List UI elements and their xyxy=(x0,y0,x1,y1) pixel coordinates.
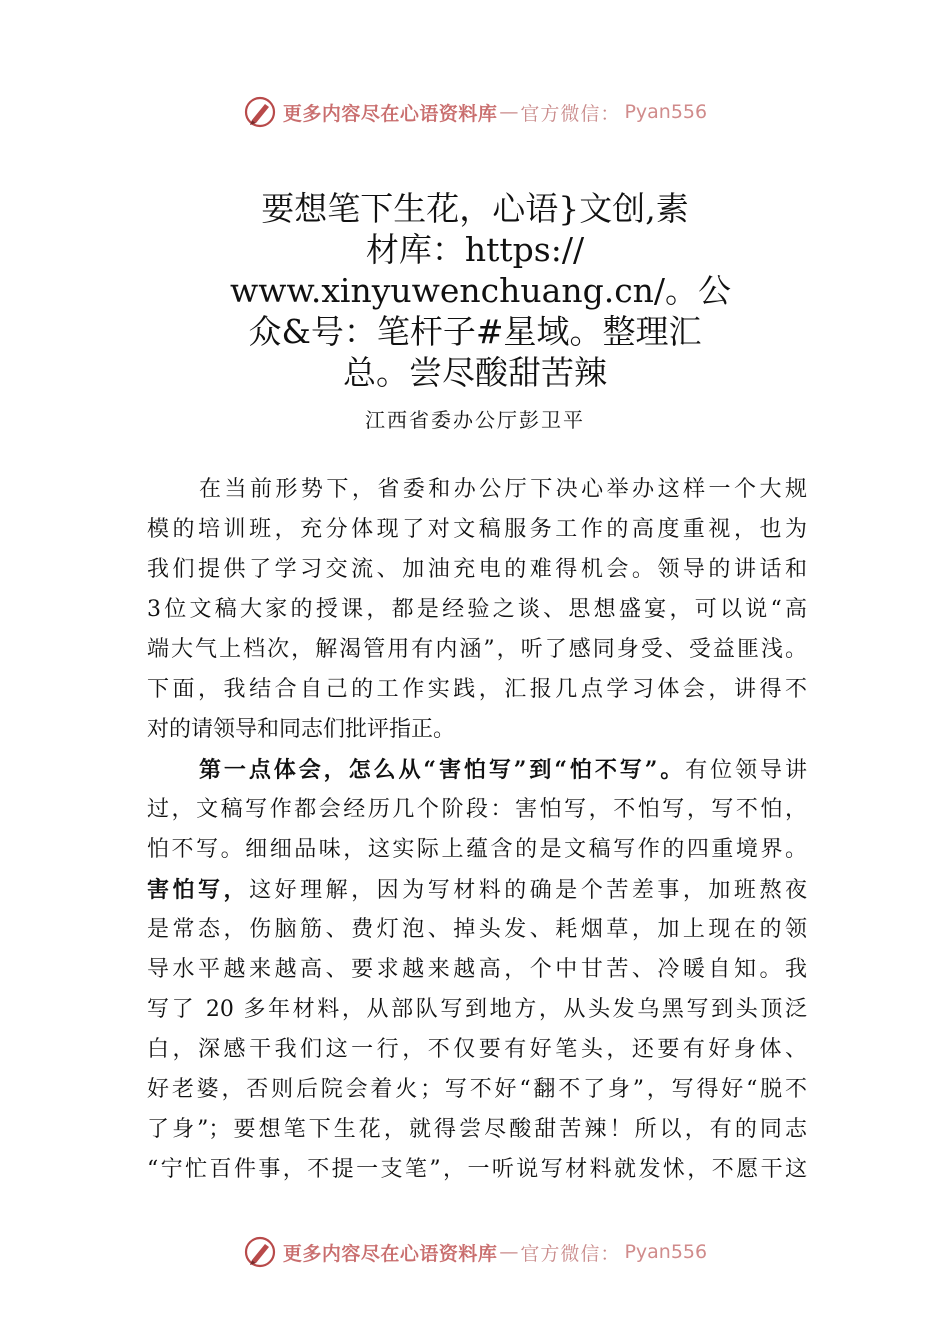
banner-wechat-label: 官方微信： xyxy=(520,102,621,125)
title-line: 众&号：笔杆子#星域。整理汇 xyxy=(248,312,702,351)
bold-term: 害怕写， xyxy=(147,877,250,903)
pen-logo-icon xyxy=(243,1235,277,1269)
banner-dash: — xyxy=(499,101,519,123)
text-line xyxy=(147,870,807,910)
banner-wechat-id: Pyan556 xyxy=(624,1241,708,1263)
title-line: www.xinyuwenchuang.cn/。公 xyxy=(230,271,732,310)
title-line: 总。尝尽酸甜苦辣 xyxy=(343,353,607,392)
banner-wechat-id: Pyan556 xyxy=(624,101,708,123)
text-line: 端大气上档次，解渴管用有内涵”，听了感同身受、受益匪浅。 xyxy=(147,637,807,662)
section-heading: 第一点体会，怎么从“害怕写”到“怕不写”。 xyxy=(199,757,686,783)
text-line: 下面，我结合自己的工作实践，汇报几点学习体会，讲得不 xyxy=(147,677,807,702)
banner-main-text: 更多内容尽在心语资料库 xyxy=(282,102,498,125)
banner-main-text: 更多内容尽在心语资料库 xyxy=(282,1242,498,1265)
text-line: “宁忙百件事，不提一支笔”，一听说写材料就发怵，不愿干这 xyxy=(147,1157,807,1182)
text-line: 好老婆，否则后院会着火；写不好“翻不了身”，写得好“脱不 xyxy=(147,1077,807,1102)
text-line: 是常态，伤脑筋、费灯泡、掉头发、耗烟草，加上现在的领 xyxy=(147,917,807,942)
text-line: 导水平越来越高、要求越来越高，个中甘苦、冷暖自知。我 xyxy=(147,957,807,982)
text-fragment: 有位领导讲 xyxy=(685,758,807,783)
text-line: 3位文稿大家的授课，都是经验之谈、思想盛宴，可以说“高 xyxy=(147,597,807,622)
text-line: 过，文稿写作都会经历几个阶段：害怕写，不怕写，写不怕， xyxy=(147,797,807,822)
text-fragment: 这好理解，因为写材料的确是个苦差事，加班熬夜 xyxy=(249,878,807,903)
body-text xyxy=(147,470,807,1190)
text-line xyxy=(147,750,807,790)
footer-banner xyxy=(0,1235,950,1269)
title-line: 材库：https:// xyxy=(365,230,585,269)
text-line: 我们提供了学习交流、加油充电的难得机会。领导的讲话和 xyxy=(147,557,807,582)
text-line: 了身”；要想笔下生花，就得尝尽酸甜苦辣！所以，有的同志 xyxy=(147,1117,807,1142)
pen-logo-icon xyxy=(243,95,277,129)
banner-wechat-label: 官方微信： xyxy=(520,1242,621,1265)
text-line: 怕不写。细细品味，这实际上蕴含的是文稿写作的四重境界。 xyxy=(147,837,807,862)
banner-dash: — xyxy=(499,1241,519,1263)
text-line: 在当前形势下，省委和办公厅下决心举办这样一个大规 xyxy=(199,477,807,502)
title-line: 要想笔下生花，心语}文创,素 xyxy=(261,189,689,228)
text-line: 写了 20 多年材料，从部队写到地方，从头发乌黑写到头顶泛 xyxy=(147,997,807,1022)
text-line: 对的请领导和同志们批评指正。 xyxy=(147,717,456,742)
document-title xyxy=(230,188,732,393)
text-line: 白，深感干我们这一行，不仅要有好笔头，还要有好身体、 xyxy=(147,1037,807,1062)
text-line: 模的培训班，充分体现了对文稿服务工作的高度重视，也为 xyxy=(147,517,807,542)
author-line: 江西省委办公厅彭卫平 xyxy=(365,408,585,432)
header-banner xyxy=(0,95,950,129)
